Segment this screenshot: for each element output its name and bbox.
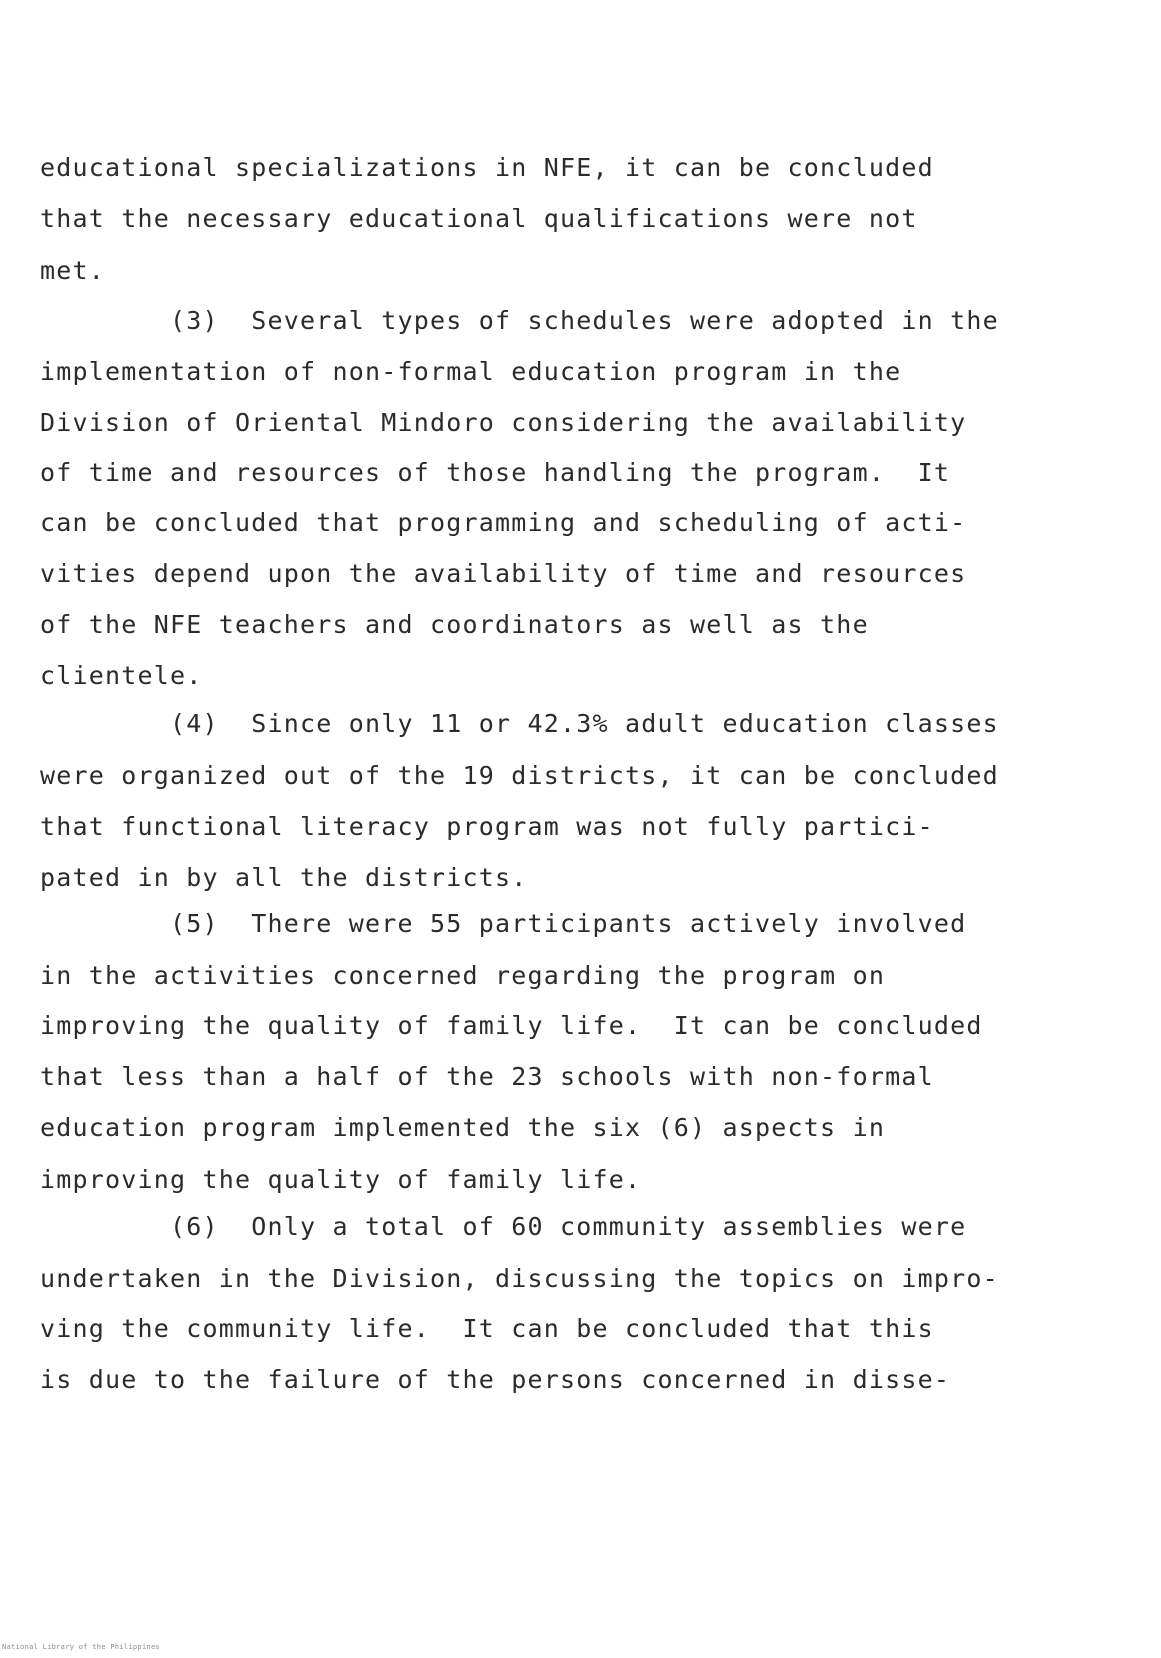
text-line: that less than a half of the 23 schools with non-formal: [40, 1062, 934, 1091]
text-line: that functional literacy program was not fully partici-: [40, 812, 934, 841]
text-line: ving the community life. It can be concluded that this: [40, 1314, 934, 1343]
text-line: pated in by all the districts.: [40, 863, 528, 892]
text-line: education program implemented the six (6) aspects in: [40, 1113, 886, 1142]
text-line: in the activities concerned regarding the program on: [40, 961, 886, 990]
paragraph-4-start: (4) Since only 11 or 42.3% adult education classes: [40, 709, 999, 738]
text-line: educational specializations in NFE, it can be concluded: [40, 153, 934, 182]
text-line: undertaken in the Division, discussing the topics on impro-: [40, 1264, 999, 1293]
text-line: can be concluded that programming and scheduling of acti-: [40, 508, 967, 537]
text-line: is due to the failure of the persons concerned in disse-: [40, 1365, 951, 1394]
text-line: of time and resources of those handling the program. It: [40, 458, 951, 487]
paragraph-5-start: (5) There were 55 participants actively involved: [40, 909, 967, 938]
text-line: of the NFE teachers and coordinators as well as the: [40, 610, 869, 639]
paragraph-6-start: (6) Only a total of 60 community assemblies were: [40, 1212, 967, 1241]
text-line: Division of Oriental Mindoro considering the availability: [40, 408, 967, 437]
text-line: clientele.: [40, 661, 203, 690]
text-line: improving the quality of family life. It can be concluded: [40, 1011, 983, 1040]
text-line: that the necessary educational qualifications were not: [40, 204, 918, 233]
text-line: improving the quality of family life.: [40, 1165, 642, 1194]
text-line: met.: [40, 256, 106, 285]
paragraph-3-start: (3) Several types of schedules were adopted in the: [40, 306, 999, 335]
scan-footer: National Library of the Philippines: [2, 1643, 161, 1651]
text-line: vities depend upon the availability of time and resources: [40, 559, 967, 588]
text-line: were organized out of the 19 districts, it can be concluded: [40, 761, 999, 790]
text-line: implementation of non-formal education program in the: [40, 357, 902, 386]
